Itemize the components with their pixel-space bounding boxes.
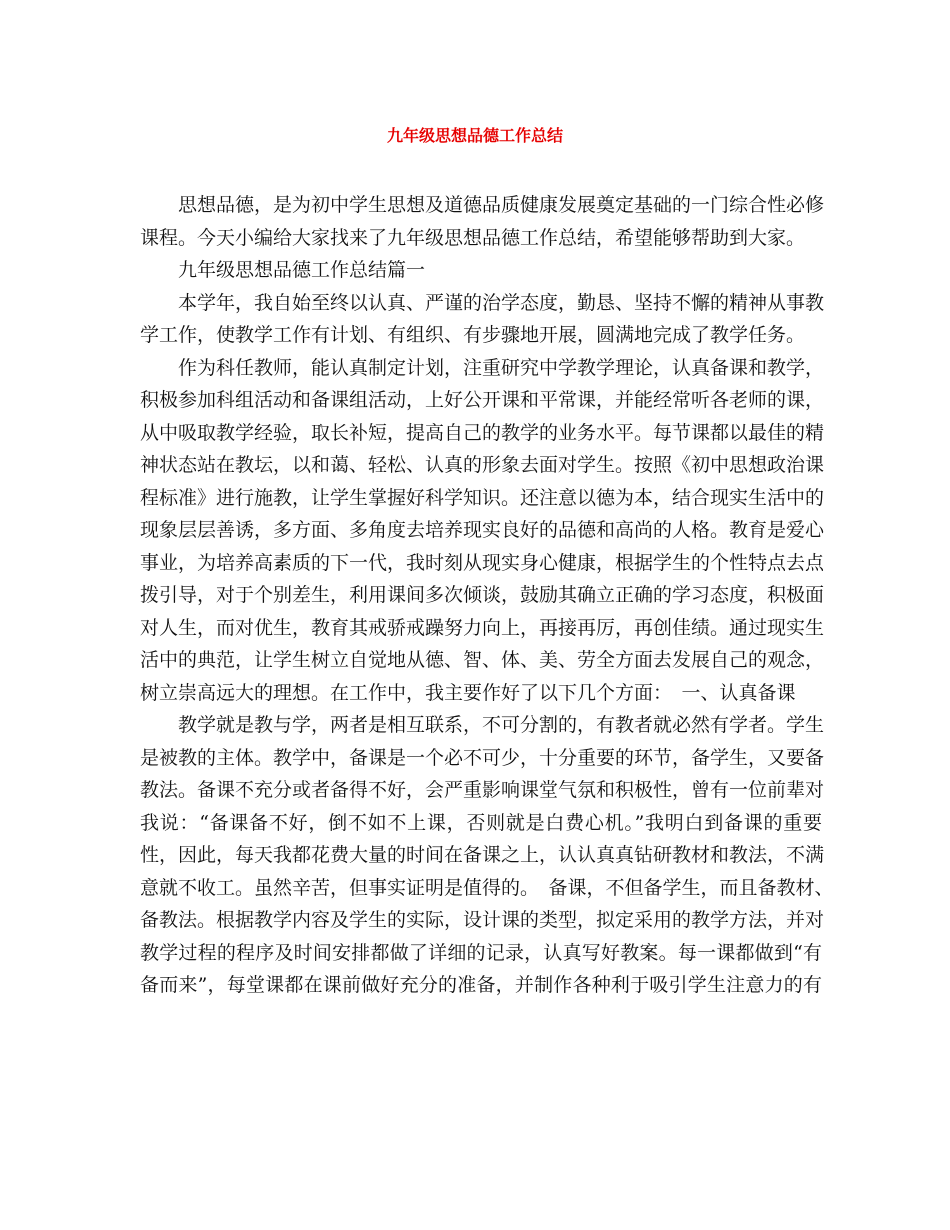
text-line: 现象层层善诱，多方面、多角度去培养现实良好的品德和高尚的人格。教育是爱心	[140, 519, 825, 541]
text-line: 教学过程的程序及时间安排都做了详细的记录，认真写好教案。每一课都做到“有	[140, 941, 822, 964]
text-line: 对人生，而对优生，教育其戒骄戒躁努力向上，再接再厉，再创佳绩。通过现实生	[140, 616, 825, 639]
text-line: 思想品德，是为初中学生思想及道德品质健康发展奠定基础的一门综合性必修	[178, 194, 825, 216]
text-line: 从中吸取教学经验，取长补短，提高自己的教学的业务水平。每节课都以最佳的精	[140, 421, 825, 444]
text-line: 课程。今天小编给大家找来了九年级思想品德工作总结，希望能够帮助到大家。	[140, 226, 806, 249]
text-line: 备而来”，每堂课都在课前做好充分的准备，并制作各种利于吸引学生注意力的有	[140, 974, 822, 996]
text-line: 拨引导，对于个别差生，利用课间多次倾谈，鼓励其确立正确的学习态度，积极面	[140, 584, 825, 606]
text-line: 神状态站在教坛，以和蔼、轻松、认真的形象去面对学生。按照《初中思想政治课	[140, 454, 825, 476]
document-body	[140, 189, 834, 1002]
text-line: 活中的典范，让学生树立自觉地从德、智、体、美、劳全方面去发展自己的观念，	[140, 649, 825, 671]
text-line: 作为科任教师，能认真制定计划，注重研究中学教学理论，认真备课和教学，	[178, 356, 825, 379]
text-line: 积极参加科组活动和备课组活动，上好公开课和平常课，并能经常听各老师的课，	[140, 389, 825, 411]
text-line: 我说：“备课备不好，倒不如不上课，否则就是白费心机。”我明白到备课的重要	[140, 811, 822, 834]
text-line: 九年级思想品德工作总结篇一	[178, 259, 426, 281]
text-line: 教法。备课不充分或者备得不好，会严重影响课堂气氛和积极性，曾有一位前辈对	[140, 779, 825, 801]
text-line: 教学就是教与学，两者是相互联系，不可分割的，有教者就必然有学者。学生	[178, 714, 825, 736]
text-line: 树立崇高远大的理想。在工作中，我主要作好了以下几个方面： 一、认真备课	[140, 681, 796, 704]
text-line: 是被教的主体。教学中，备课是一个必不可少，十分重要的环节，备学生，又要备	[140, 746, 825, 769]
text-line: 本学年，我自始至终以认真、严谨的治学态度，勤恳、坚持不懈的精神从事教	[178, 291, 825, 314]
text-line: 性，因此，每天我都花费大量的时间在备课之上，认认真真钻研教材和教法，不满	[140, 844, 825, 866]
text-line: 学工作，使教学工作有计划、有组织、有步骤地开展，圆满地完成了教学任务。	[140, 324, 806, 346]
text-line: 事业，为培养高素质的下一代，我时刻从现实身心健康，根据学生的个性特点去点	[140, 551, 825, 574]
text-line: 程标准》进行施教，让学生掌握好科学知识。还注意以德为本，结合现实生活中的	[140, 486, 825, 509]
text-line: 意就不收工。虽然辛苦，但事实证明是值得的。 备课，不但备学生，而且备教材、	[140, 876, 834, 899]
document-title: 九年级思想品德工作总结	[386, 126, 563, 145]
text-line: 备教法。根据教学内容及学生的实际，设计课的类型，拟定采用的教学方法，并对	[140, 909, 825, 931]
